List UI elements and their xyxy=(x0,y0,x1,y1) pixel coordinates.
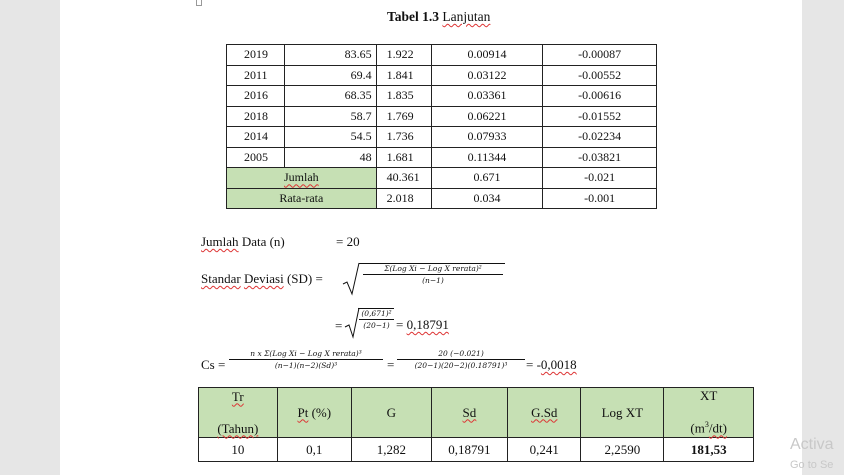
sd-formula-num: Σ(Log Xi − Log X rerata)² xyxy=(384,264,482,273)
sd-calc-line xyxy=(359,319,394,320)
sd-formula-line xyxy=(363,274,503,275)
sd-result xyxy=(396,317,449,333)
table-cell: 68.35 xyxy=(284,86,376,107)
sd-result-value: 0,18791 xyxy=(406,317,449,332)
header-tr xyxy=(199,388,278,438)
table-row xyxy=(227,106,657,127)
activation-watermark-subtitle: Go to Se xyxy=(790,459,834,471)
result-cell: 1,282 xyxy=(351,438,431,462)
header-pt-b: (%) xyxy=(308,404,332,420)
cs-calc-eq: = xyxy=(387,357,395,372)
header-xt-sup: 3 xyxy=(704,420,709,430)
table-row xyxy=(227,65,657,86)
cs-result-eq: = - xyxy=(526,357,541,372)
header-xt-b: (m xyxy=(690,420,705,436)
header-tr-a: Tr xyxy=(231,388,244,404)
header-logxt: Log XT xyxy=(581,388,664,438)
jumlah-label xyxy=(227,168,377,189)
header-xt xyxy=(664,388,754,438)
cs-formula xyxy=(229,349,383,370)
table-cell: 2011 xyxy=(227,65,285,86)
jumlah-row xyxy=(227,168,657,189)
table-row xyxy=(227,147,657,168)
table-cell: 0.07933 xyxy=(431,127,543,148)
table-cell: -0.01552 xyxy=(543,106,657,127)
cs-result xyxy=(526,357,577,373)
header-g: G xyxy=(351,388,431,438)
sd-label xyxy=(201,271,323,287)
table-cell: -0.00552 xyxy=(543,65,657,86)
table-cell: 1.841 xyxy=(376,65,431,86)
table-cell: -0.00087 xyxy=(543,45,657,66)
table-cell: 0.06221 xyxy=(431,106,543,127)
cs-formula-den: (n−1)(n−2)(Sd)³ xyxy=(274,361,338,370)
result-cell: 10 xyxy=(199,438,278,462)
sd-calc-eq: = xyxy=(335,318,343,333)
table-cell: 1.922 xyxy=(376,45,431,66)
header-gsd-text: G.Sd xyxy=(531,404,558,420)
header-xt-c: /dt) xyxy=(708,420,727,436)
table-cell: 0.03122 xyxy=(431,65,543,86)
sd-calc-num: (0,671)² xyxy=(361,309,392,318)
jumlah-value-2: 0.671 xyxy=(431,168,543,189)
table-cell: 2018 xyxy=(227,106,285,127)
sd-calc-root-sign xyxy=(344,307,360,339)
sd-formula-den: (n−1) xyxy=(422,276,444,285)
sd-result-eq: = xyxy=(396,317,407,332)
cs-formula-num: n x Σ(Log Xi − Log X rerata)³ xyxy=(250,349,362,358)
result-cell: 0,18791 xyxy=(431,438,507,462)
cs-formula-line xyxy=(229,359,383,360)
table-cell: 1.769 xyxy=(376,106,431,127)
result-header-row xyxy=(199,388,754,438)
title-main: Tabel 1.3 xyxy=(387,9,440,24)
page-corner-mark xyxy=(196,0,202,6)
data-table xyxy=(226,44,657,209)
cs-result-value: 0,0018 xyxy=(540,357,577,372)
cs-calc-den: (20−1)(20−2)(0.18791)³ xyxy=(414,361,508,370)
ratarata-value-2: 0.034 xyxy=(431,188,543,209)
header-pt xyxy=(277,388,351,438)
jumlah-rest: Data (n) xyxy=(238,234,285,249)
table-cell: 1.835 xyxy=(376,86,431,107)
result-data-row xyxy=(199,438,754,462)
cs-calc-line xyxy=(397,359,525,360)
cs-calc-num: 20 (−0.021) xyxy=(438,349,484,358)
table-title xyxy=(387,9,490,25)
jumlah-value-3: -0.021 xyxy=(543,168,657,189)
cs-calc xyxy=(397,349,525,370)
table-cell: 2016 xyxy=(227,86,285,107)
header-xt-a: XT xyxy=(700,388,718,404)
table-cell: -0.02234 xyxy=(543,127,657,148)
table-cell: 0.03361 xyxy=(431,86,543,107)
sd-word-c: (SD) = xyxy=(283,271,323,286)
table-row xyxy=(227,127,657,148)
sd-calc xyxy=(359,309,394,330)
ratarata-value-3: -0.001 xyxy=(543,188,657,209)
title-sub: Lanjutan xyxy=(442,9,491,24)
sd-word-b: Deviasi xyxy=(243,271,284,286)
result-table xyxy=(198,387,754,462)
table-row xyxy=(227,86,657,107)
table-cell: 0.00914 xyxy=(431,45,543,66)
table-cell: 2005 xyxy=(227,147,285,168)
table-cell: 2014 xyxy=(227,127,285,148)
jumlah-word: Jumlah xyxy=(201,234,239,249)
table-cell: 69.4 xyxy=(284,65,376,86)
table-cell: 2019 xyxy=(227,45,285,66)
activation-watermark-title: Activa xyxy=(790,436,834,453)
result-cell: 0,1 xyxy=(277,438,351,462)
header-sd xyxy=(431,388,507,438)
result-cell-xt: 181,53 xyxy=(664,438,754,462)
jumlah-label-text: Jumlah xyxy=(283,170,319,185)
header-pt-a: Pt xyxy=(297,404,309,420)
sd-root-sign xyxy=(342,262,360,296)
sd-word-a: Standar xyxy=(201,271,241,286)
ratarata-label: Rata-rata xyxy=(227,188,377,209)
table-cell: -0.03821 xyxy=(543,147,657,168)
table-cell: 54.5 xyxy=(284,127,376,148)
header-tr-b: (Tahun) xyxy=(217,420,259,436)
jumlah-data-value: = 20 xyxy=(336,234,360,249)
cs-label: Cs = xyxy=(201,357,226,372)
jumlah-value-1: 40.361 xyxy=(376,168,431,189)
table-cell: 1.681 xyxy=(376,147,431,168)
table-cell: 83.65 xyxy=(284,45,376,66)
result-cell: 2,2590 xyxy=(581,438,664,462)
jumlah-data-label xyxy=(201,234,285,250)
sd-calc-den: (20−1) xyxy=(363,321,390,330)
header-sd-text: Sd xyxy=(462,404,477,420)
table-cell: 1.736 xyxy=(376,127,431,148)
header-gsd xyxy=(508,388,581,438)
result-cell: 0,241 xyxy=(508,438,581,462)
table-row xyxy=(227,45,657,66)
table-cell: 48 xyxy=(284,147,376,168)
sd-formula xyxy=(363,264,503,285)
table-cell: 58.7 xyxy=(284,106,376,127)
table-cell: 0.11344 xyxy=(431,147,543,168)
ratarata-value-1: 2.018 xyxy=(376,188,431,209)
table-cell: -0.00616 xyxy=(543,86,657,107)
ratarata-row xyxy=(227,188,657,209)
document-page xyxy=(60,0,802,475)
